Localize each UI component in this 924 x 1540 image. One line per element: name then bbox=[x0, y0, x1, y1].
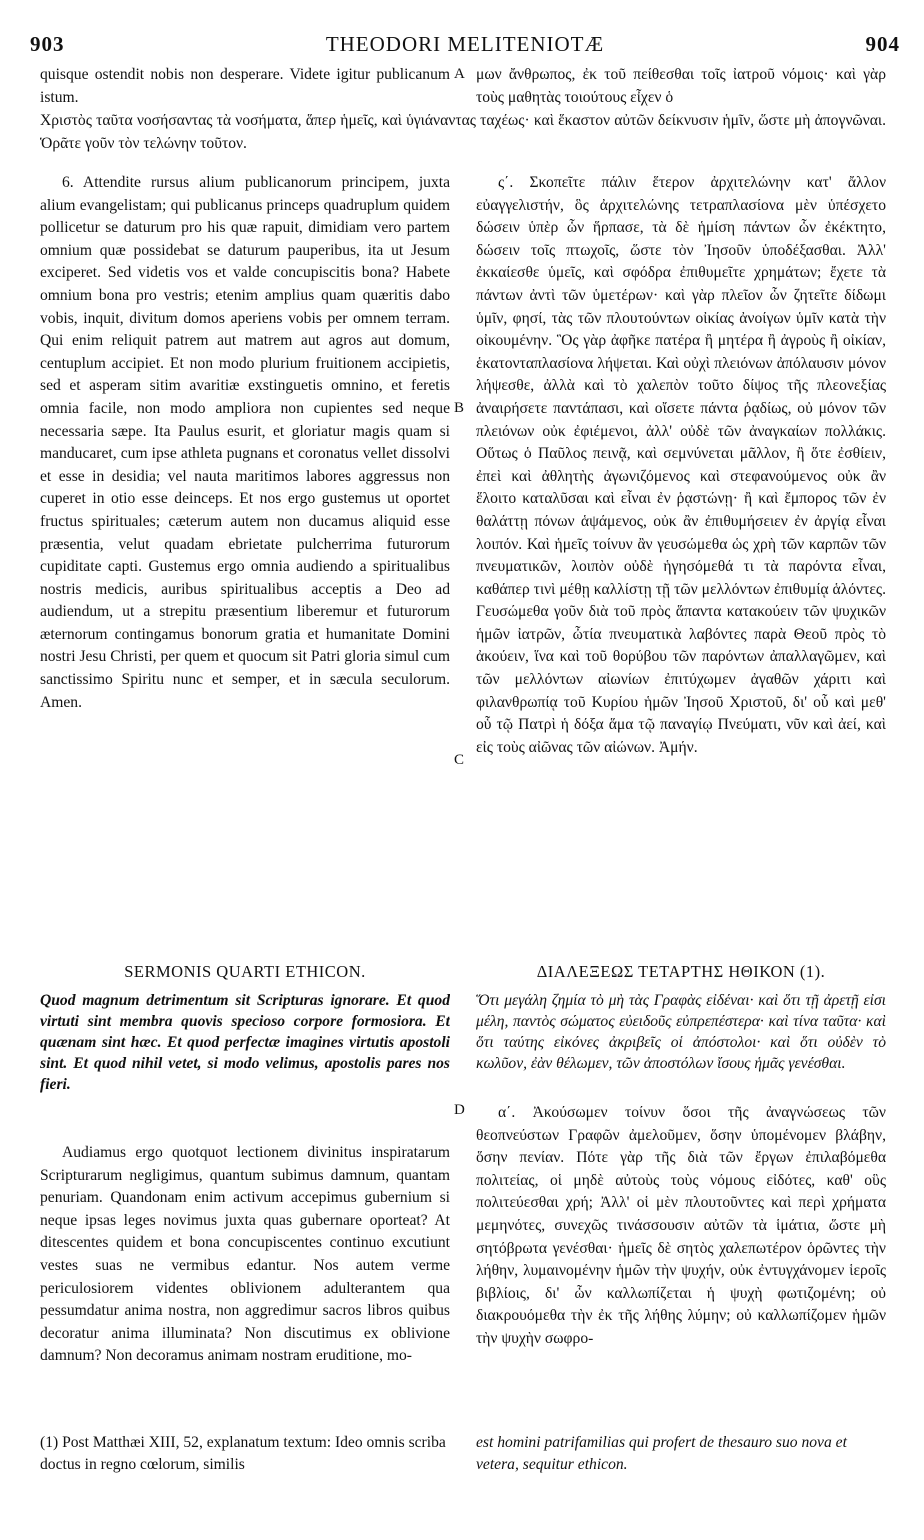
latin-section-6: 6. Attendite rursus alium publicanorum principem, juxta alium evangelistam; qui publicanus princeps quadruplum quidem pollicetur se daturum pro his quæ rapuit, dimidiam vero partem omnium quæ possidebat se daturum pauperibus, ita ut Jesum exciperet. Sed videtis vos et valde concupiscitis bona? Habete omnium bona pro vestris; etenim amplius quam quæritis dabo vobis, inquit, divitum domos aperiens vobis per omnem terram. Qui enim reliquit patrem aut matrem aut agros aut domum, centuplum accipiet. Et non modo plurium fruitionem accipietis, sed et asperam sitim avaritiæ exstinguetis omnino, et feretis omnia facile, non modo ampliora non cupientes sed neque necessaria sæpe. Ita Paulus esurit, et gloriatur magis quam si manducaret, cum ipse athleta pugnans et coronatus vellet dissolvi et esse in desidia; vel nauta maritimos labores aggressus non cuperet in otio esse deinceps. Et nos ergo gustemus ut oportet fructus spirituales; cæterum autem non ducamus aliquid esse præsentia, velut quadam ebrietate pulcherrima futurorum cupiditate capti. Gustemus ergo omnia audiendo a spiritualibus nostris medicis, auribus spiritualibus acceptis a Deo ad audiendum, ut a strepitu præsentium liberemur et futurorum æternorum contingamus bonorum gratia et humanitate Domini nostri Jesu Christi, per quem et quocum sit Patri gloria simul cum sanctissimo Spiritu nunc et semper, et in sæcula seculorum. Amen. bbox=[40, 174, 450, 711]
greek-section-6: ς΄. Σκοπεῖτε πάλιν ἕτερον ἀρχιτελώνην κατ' ἄλλον εὐαγγελιστήν, ὃς ἀρχιτελώνης τετραπλασίονα μὲν ὑπέσχετο δώσειν ὑπὲρ ὧν ἥρπασε, τὰ δὲ ἡμίση πάντων ὧν ἐκέκτητο, δώσειν τοῖς πτωχοῖς, ὥστε τὸν Ἰησοῦν ὑποδέξασθαι. Ἀλλ' ἐκκαίεσθε ὑμεῖς, καὶ σφόδρα ἐπιθυμεῖτε χρημάτων; ἔχετε τὰ πάντων ἀντὶ τῶν ὑμετέρων· καὶ γὰρ πλεῖον ὧν ζητεῖτε δίδωμι ὑμῖν, φησί, τὰς τῶν πλουτούντων οἰκίας ἀνοίγων ὑμῖν κατὰ τὴν οἰκουμένην. Ὃς γὰρ ἀφῆκε πατέρα ἢ μητέρα ἢ ἀγροὺς ἢ οἰκίαν, ἑκατονταπλασίονα λήψεται. Καὶ οὐχὶ πλειόνων ἀπόλαυσιν μόνον λήψεσθε, ἀλλὰ καὶ τὸ χαλεπὸν τοῦτο δίψος τῆς πλεονεξίας ἀναιρήσετε παντάπασι, καὶ οἴσετε πάντα ῥᾳδίως, οὐ μόνον τῶν πλειόνων οὐκ ἐφιέμενοι, ἀλλ' οὐδὲ τῶν ἀναγκαίων πολλάκις. Οὕτως ὁ Παῦλος πεινᾷ, καὶ σεμνύνεται μᾶλλον, ἢ ὅτε ἐσθίειν, ἐπεὶ καὶ ἀθλητὴς ἀγωνιζόμενος καὶ στεφανούμενος οὐκ ἂν ἕλοιτο καταλῦσαι καὶ εἶναι ἐν ῥᾳστώνῃ· ἢ καὶ ἔμπορος τῶν ἐν θαλάττῃ πόνων ἁψάμενος, οὐκ ἂν ἐπιθυμήσειεν ἐν ἀργίᾳ εἶναι λοιπόν. Καὶ ἡμεῖς τοίνυν ἂν γευσώμεθα ὡς χρὴ τῶν καρπῶν τῶν πνευματικῶν, λοιπὸν οὐδὲ ἡγησόμεθά τι τὰ παρόντα εἶναι, καθάπερ τινὶ μέθῃ καλλίστῃ τῇ τῶν μελλόντων ἐπιθυμίᾳ ἁλόντες. Γευσώμεθα γοῦν διὰ τοῦ πρὸς ἅπαντα κατακούειν τῶν ψυχικῶν ἡμῶν ἰατρῶν, ὦτία πνευματικὰ λαβόντες παρὰ Θεοῦ πρὸς τὸ ἀκούειν, ἵνα καὶ τοῦ θορύβου τῶν παρόντων ἀπαλλαγῶμεν, καὶ τῶν μελλόντων αἰωνίων ἐπιτύχωμεν ἀγαθῶν χάριτι καὶ φιλανθρωπίᾳ τοῦ Κυρίου ἡμῶν Ἰησοῦ Χριστοῦ, δι' οὗ καὶ μεθ' οὗ τῷ Πατρὶ ἡ δόξα ἅμα τῷ παναγίῳ Πνεύματι, νῦν καὶ ἀεί, καὶ εἰς τοὺς αἰῶνας τῶν αἰώνων. Ἀμήν. bbox=[476, 174, 886, 756]
greek-summary: Ὅτι μεγάλη ζημία τὸ μὴ τὰς Γραφὰς εἰδέναι· καὶ ὅτι τῇ ἀρετῇ εἰσι μέλη, παντὸς σώματος εὐειδοῦς εὐπρεπέστερα· καὶ τίνα ταῦτα· καὶ ὅτι ταύτης εἰκόνες ἀκριβεῖς οἱ ἀπόστολοι· καὶ ὅτι οὐδὲν τὸ κωλῦον, ἐὰν θέλωμεν, τῶν ἀποστόλων ἴσους ἡμᾶς γενέσθαι. bbox=[476, 992, 886, 1072]
latin-sermon-body: Audiamus ergo quotquot lectionem divinitus inspiratarum Scripturarum negligimus, quantum subimus damnum, quantam penuriam. Quandonam enim activum accepimus gubernium si neque ipsas leges novimus juxta quas gubernare oporteat? At ditescentes quidem et bona concupiscentes continuo excutiunt vestes suas ne vermibus edantur. Nos autem verme periculosiorem videntes oblivionem adulterantem qua pessumdatur anima nostra, non aggredimur sacros libros quibus decoratur anima illuminata? Non discutimus ex oblivione damnum? Non decoramus animam nostram eruditione, mo- bbox=[40, 1144, 450, 1365]
margin-letter-a: A bbox=[454, 66, 465, 82]
greek-full-width-text: Χριστὸς ταῦτα νοσήσαντας τὰ νοσήματα, ἅπερ ἡμεῖς, καὶ ὑγιάναντας ταχέως· καὶ ἕκαστον αὐτῶν δείκνυσιν ἡμῖν, ὥστε μὴ ἀπογνῶναι. Ὁρᾶτε γοῦν τὸν τελώνην τοῦτον. bbox=[40, 112, 886, 152]
greek-sermon-body: α΄. Ἀκούσωμεν τοίνυν ὅσοι τῆς ἀναγνώσεως τῶν θεοπνεύστων Γραφῶν ἀμελοῦμεν, ὅσην ὑπομένομεν βλάβην, ὅσην πενίαν. Πότε γὰρ τῆς διὰ τῶν ἔργων ἐπιλαβόμεθα πολιτείας, οἱ μηδὲ αὐτοὺς τοὺς νόμους εἰδότες, καθ' οὓς πολιτεύεσθαι χρή; Ἀλλ' οἱ μὲν πλουτοῦντες καὶ περὶ χρήματα μεμηνότες, συνεχῶς τινάσσουσιν αὐτῶν τὰ ἱμάτια, ὥστε μὴ σητόβρωτα γενέσθαι· ἡμεῖς δὲ σητὸς χαλεπωτέρον ὁρῶντες τὴν λήθην, λυμαινομένην ἡμῶν τὴν ψυχήν, οὐκ ἐντυγχάνομεν ἱεροῖς βιβλίοις, δι' ὧν καλλωπίζεται ἡ ψυχὴ φωτιζομένη; οὐ διακρουόμεθα τὴν ἐκ τῆς λήθης λύμην; οὐ καλλωπίζομεν ἡμῶν τὴν ψυχὴν σωφρο- bbox=[476, 1104, 886, 1347]
greek-sermon-title: ΔΙΑΛΕΞΕΩΣ ΤΕΤΑΡΤΗΣ ΗΘΙΚΟΝ (1). bbox=[536, 962, 826, 981]
page-number-right: 904 bbox=[865, 32, 900, 56]
running-header bbox=[30, 32, 900, 58]
latin-top-text: quisque ostendit nobis non desperare. Videte igitur publicanum istum. bbox=[40, 66, 450, 106]
margin-letter-d: D bbox=[454, 1102, 465, 1118]
page-number-left: 903 bbox=[30, 32, 65, 56]
running-title: THEODORI MELITENIOTÆ bbox=[325, 32, 605, 56]
latin-sermon-title: SERMONIS QUARTI ETHICON. bbox=[124, 962, 366, 981]
margin-letter-c: C bbox=[454, 752, 465, 768]
greek-top-text: μων ἄνθρωπος, ἐκ τοῦ πείθεσθαι τοῖς ἰατροῦ νόμοις· καὶ γὰρ τοὺς μαθητὰς τοιούτους εἶχεν ὁ bbox=[476, 66, 886, 106]
latin-summary: Quod magnum detrimentum sit Scripturas ignorare. Et quod virtuti sint membra quovis specioso corpore formosiora. Et quænam sint hæc. Et quod perfectæ imagines virtutis apostoli sint. Et quod nihil vetet, si modo velimus, apostolis pares nos fieri. bbox=[40, 992, 450, 1093]
footnote-latin: (1) Post Matthæi XIII, 52, explanatum textum: Ideo omnis scriba doctus in regno cœlorum, similis bbox=[40, 1434, 446, 1473]
footnote-right: est homini patrifamilias qui profert de thesauro suo nova et vetera, sequitur ethicon. bbox=[476, 1434, 847, 1473]
margin-letter-b: B bbox=[454, 400, 465, 416]
